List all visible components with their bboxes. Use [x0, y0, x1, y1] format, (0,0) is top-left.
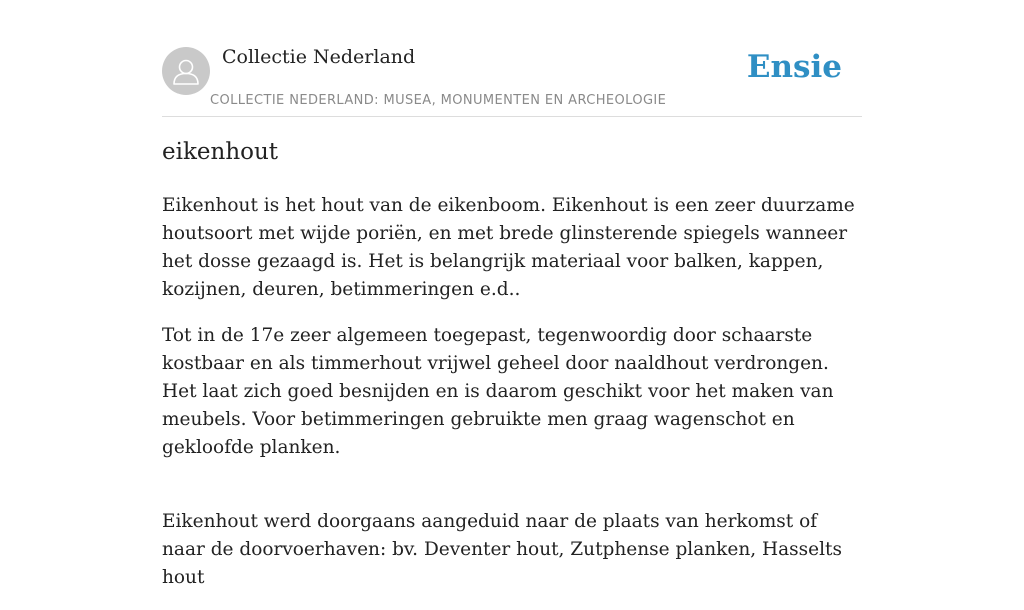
page-title: eikenhout	[162, 139, 279, 165]
user-icon	[162, 47, 210, 95]
article-body	[162, 192, 862, 610]
article-paragraph: Tot in de 17e zeer algemeen toegepast, tegenwoordig door schaarste kostbaar en als timmerhout vrijwel geheel door naaldhout verdrongen. Het laat zich goed besnijden en is daarom geschikt voor het maken van meubels. Voor betimmeringen gebruikte men graag wagenschot en gekloofde planken.	[162, 325, 834, 458]
author-subtitle[interactable]: COLLECTIE NEDERLAND: MUSEA, MONUMENTEN EN ARCHEOLOGIE	[210, 93, 667, 108]
avatar[interactable]	[162, 47, 210, 95]
article-paragraph: Eikenhout werd doorgaans aangeduid naar de plaats van herkomst of naar de doorvoerhaven: bv. Deventer hout, Zutphense planken, Hasselts hout	[162, 511, 842, 588]
brand-logo[interactable]: Ensie	[746, 49, 842, 85]
page-header	[162, 0, 862, 117]
author-name[interactable]: Collectie Nederland	[222, 46, 416, 68]
article-paragraph: Eikenhout is het hout van de eikenboom. Eikenhout is een zeer duurzame houtsoort met wijde poriën, en met brede glinsterende spiegels wanneer het dosse gezaagd is. Het is belangrijk materiaal voor balken, kappen, kozijnen, deuren, betimmeringen e.d..	[162, 195, 855, 300]
